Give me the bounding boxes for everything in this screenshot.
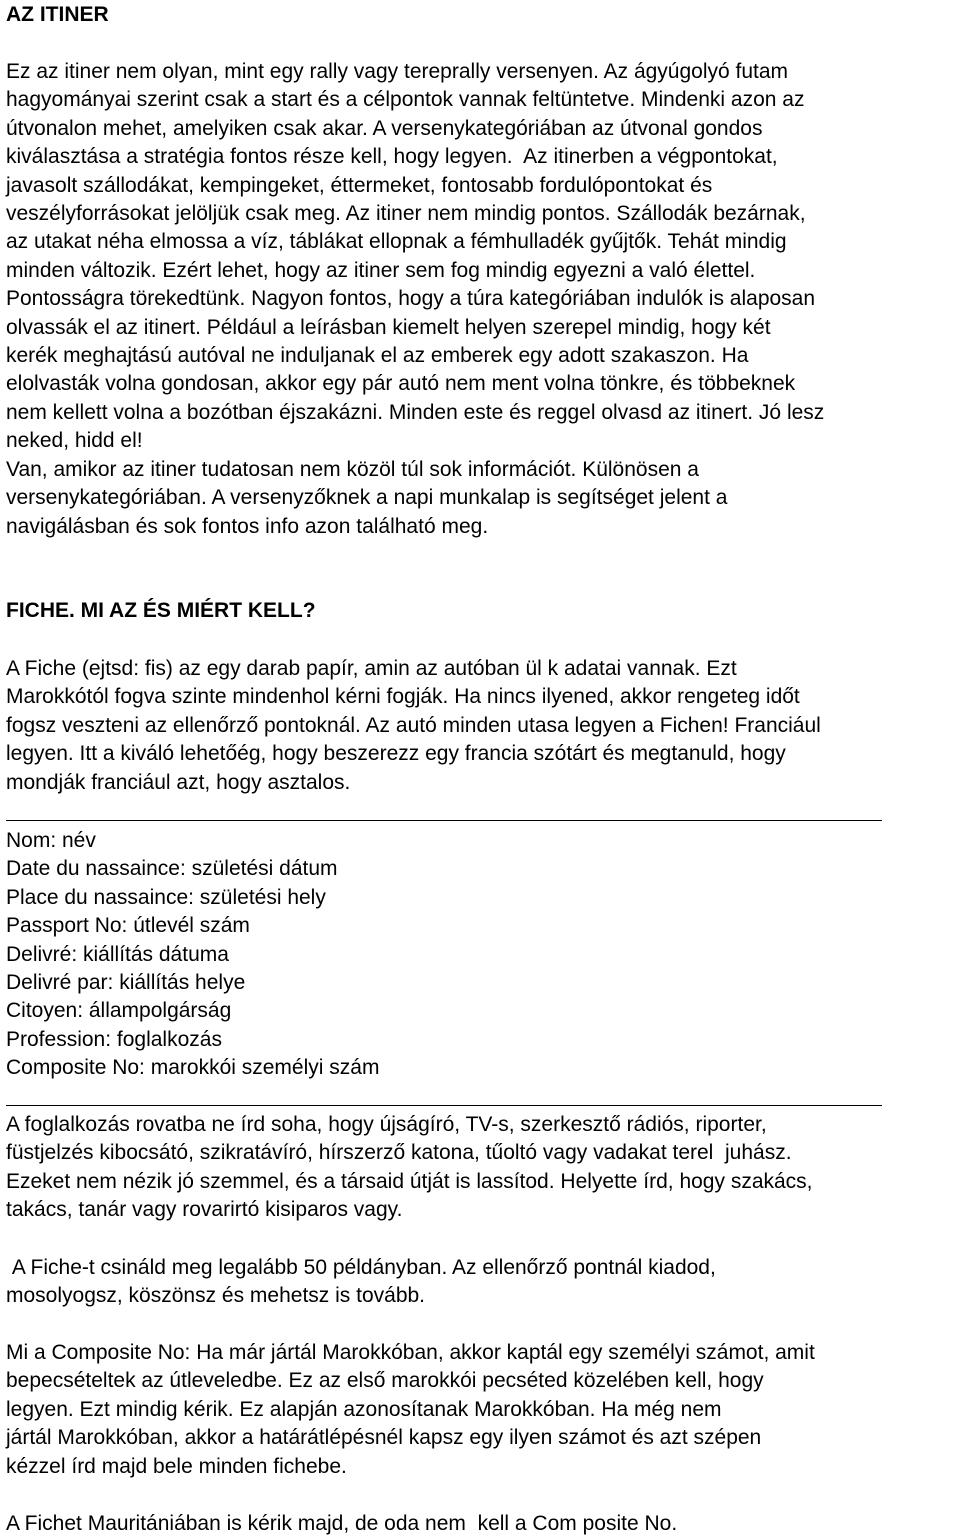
text-line: neked, hidd el! (6, 429, 143, 453)
text-line: olvassák el az itinert. Például a leírásban kiemelt helyen szerepel mindig, hogy két (6, 315, 771, 339)
text-line: legyen. Ezt mindig kérik. Ez alapján azonosítanak Marokkóban. Ha még nem (6, 1397, 722, 1421)
text-line: Marokkótól fogva szinte mindenhol kérni fogják. Ha nincs ilyened, akkor rengeteg időt (6, 685, 800, 709)
text-line: legyen. Itt a kiváló lehetőég, hogy beszerezz egy francia szótárt és megtanuld, hogy (6, 742, 786, 766)
text-line: Ez az itiner nem olyan, mint egy rally vagy tereprally versenyen. Az ágyúgolyó futam (6, 60, 789, 83)
text-line: mondják franciául azt, hogy asztalos. (6, 770, 351, 794)
text-line: kiválasztása a stratégia fontos része kell, hogy legyen. Az itinerben a végpontokat, (6, 145, 778, 169)
text-line: útvonalon mehet, amelyiken csak akar. A versenykategóriában az útvonal gondos (6, 116, 763, 140)
text-line: veszélyforrásokat jelöljük csak meg. Az itiner nem mindig pontos. Szállodák bezárnak, (6, 202, 806, 226)
fiche-field: Citoyen: állampolgárság (6, 999, 232, 1023)
fiche-field: Nom: név (6, 829, 96, 852)
text-line: Ezeket nem nézik jó szemmel, és a társaid útját is lassítod. Helyette írd, hogy szakács, (6, 1169, 813, 1193)
fiche-intro-paragraph (6, 655, 821, 797)
text-line: A Fiche (ejtsd: fis) az egy darab papír, amin az autóban ül k adatai vannak. Ezt (6, 657, 737, 680)
text-line: az utakat néha elmossa a víz, táblákat ellopnak a fémhulladék gyűjtők. Tehát mindig (6, 230, 787, 254)
fiche-field: Passport No: útlevél szám (6, 914, 250, 938)
fiche-field: Date du nassaince: születési dátum (6, 857, 338, 881)
text-line: bepecsételtek az útleveledbe. Ez az első marokkói pecséted közelében kell, hogy (6, 1369, 764, 1393)
text-line: kézzel írd majd bele minden fichebe. (6, 1454, 347, 1478)
text-line: versenykategóriában. A versenyzőknek a napi munkalap is segítséget jelent a (6, 486, 728, 510)
fiche-field-list (6, 827, 379, 1083)
fiche-field: Place du nassaince: születési hely (6, 885, 326, 909)
text-line: takács, tanár vagy rovarirtó kisiparos vagy. (6, 1198, 403, 1222)
text-line: elolvasták volna gondosan, akkor egy pár autó nem ment volna tönkre, és többeknek (6, 372, 796, 396)
text-line: A foglalkozás rovatba ne írd soha, hogy újságíró, TV-s, szerkesztő rádiós, riporter, (6, 1113, 767, 1136)
fiche-field: Delivré par: kiállítás helye (6, 971, 246, 995)
fiche-field: Composite No: marokkói személyi szám (6, 1056, 380, 1080)
divider-line-bottom (6, 1105, 882, 1106)
text-line: minden változik. Ezért lehet, hogy az itiner sem fog mindig egyezni a való élettel. (6, 258, 756, 282)
text-line: hagyományai szerint csak a start és a célpontok vannak feltüntetve. Mindenki azon az (6, 88, 805, 112)
text-line: füstjelzés kibocsátó, szikratávíró, hírszerző katona, tűoltó vagy vadakat terel juhász. (6, 1141, 792, 1165)
fiche-field: Profession: foglalkozás (6, 1027, 222, 1051)
text-line: navigálásban és sok fontos info azon található meg. (6, 514, 489, 538)
text-line: Mi a Composite No: Ha már jártál Marokkóban, akkor kaptál egy személyi számot, amit (6, 1341, 815, 1364)
text-line: nem kellett volna a bozótban éjszakázni. Minden este és reggel olvasd az itinert. Jó lesz (6, 400, 825, 424)
composite-paragraph (6, 1339, 815, 1481)
divider-line-top (6, 820, 882, 821)
text-line: fogsz veszteni az ellenőrző pontoknál. Az autó minden utasa legyen a Fichen! Franciául (6, 713, 821, 737)
text-line: Van, amikor az itiner tudatosan nem közöl túl sok információt. Különösen a (6, 457, 699, 481)
section-title-itiner: AZ ITINER (6, 3, 109, 26)
text-line: Pontosságra törekedtünk. Nagyon fontos, hogy a túra kategóriában indulók is alaposan (6, 287, 816, 311)
text-line: javasolt szállodákat, kempingeket, éttermeket, fontosabb fordulópontokat és (6, 173, 713, 197)
text-line: mosolyogsz, köszönsz és mehetsz is tovább. (6, 1284, 426, 1308)
text-line: kerék meghajtású autóval ne induljanak el az emberek egy adott szakaszon. Ha (6, 344, 749, 368)
section-title-fiche: FICHE. MI AZ ÉS MIÉRT KELL? (6, 599, 316, 622)
fiche-field: Delivré: kiállítás dátuma (6, 942, 229, 966)
mauritania-note: A Fichet Mauritániában is kérik majd, de oda nem kell a Com posite No. (6, 1512, 678, 1535)
occupation-paragraph (6, 1111, 813, 1225)
itiner-paragraph (6, 58, 824, 541)
text-line: jártál Marokkóban, akkor a határátlépésnél kapsz egy ilyen számot és azt szépen (6, 1426, 762, 1450)
copies-paragraph (6, 1254, 716, 1311)
text-line: A Fiche-t csináld meg legalább 50 példányban. Az ellenőrző pontnál kiadod, (6, 1256, 716, 1279)
